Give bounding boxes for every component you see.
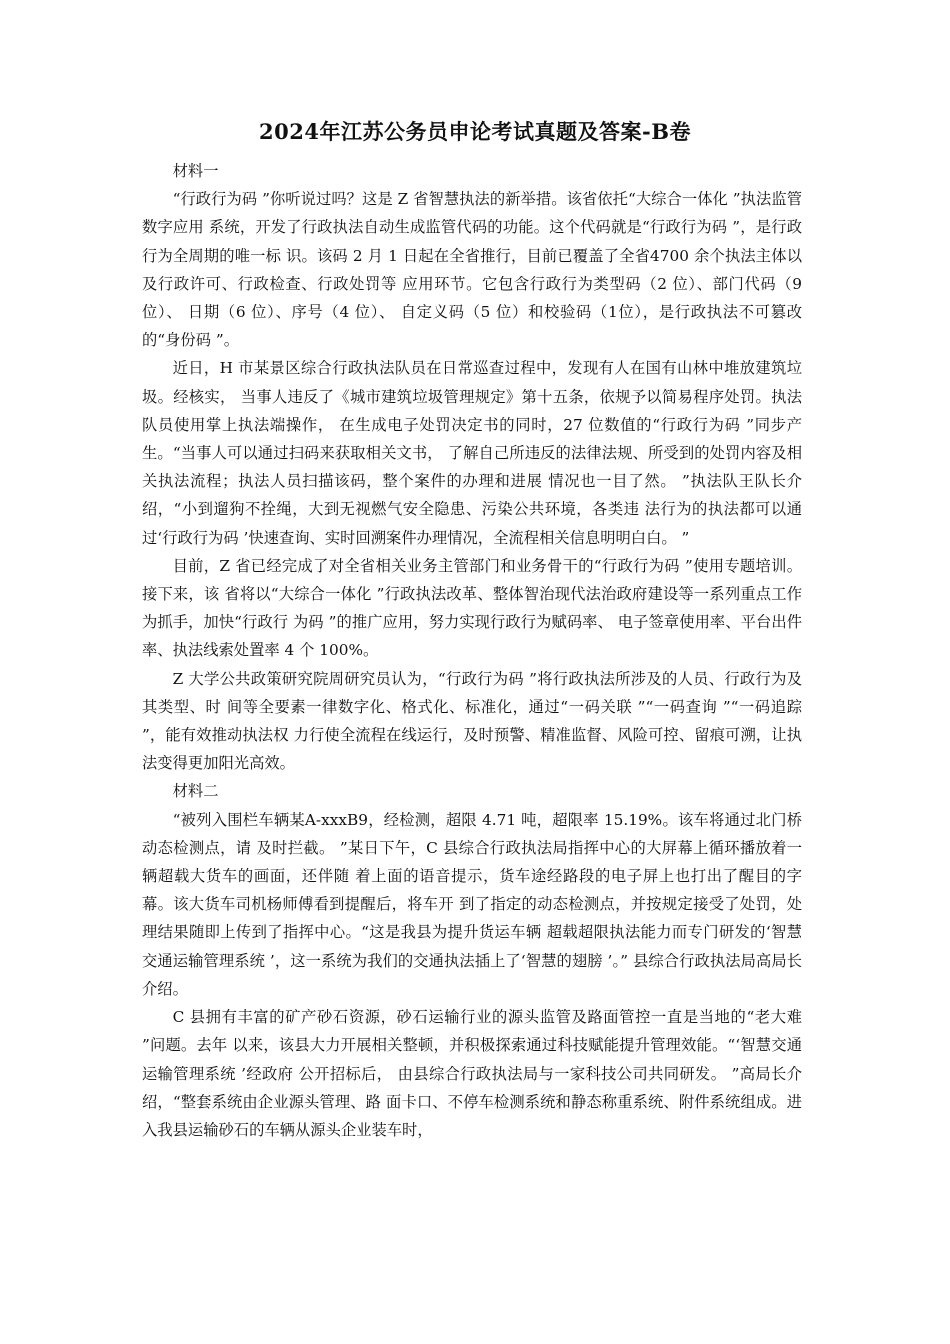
paragraph: C 县拥有丰富的矿产砂石资源，砂石运输行业的源头监管及路面管控一直是当地的“老大难 ”问题。去年 以来，该县大力开展相关整顿，并积极探索通过科技赋能提升管理效能。“‘智慧交通运输管理系统 ’经政府 公开招标后， 由县综合行政执法局与一家科技公司共同研发。 ”高局长介绍，“整套系统由企业源头管理、路 面卡口、不停车检测系统和静态称重系统、附件系统组成。进入我县运输砂石的车辆从源头企业装车时， bbox=[142, 1008, 802, 1139]
paragraph: Z 大学公共政策研究院周研究员认为，“行政行为码 ”将行政执法所涉及的人员、行政行为及其类型、时 间等全要素一律数字化、格式化、标准化，通过“一码关联 ”“一码查询 ”“一码追踪 ”，能有效推动执法权 力行使全流程在线运行，及时预警、精准监督、风险可控、留痕可溯，让执法变得更加阳光高效。 bbox=[142, 669, 802, 773]
paragraph: 目前，Z 省已经完成了对全省相关业务主管部门和业务骨干的“行政行为码 ”使用专题培训。接下来，该 省将以“大综合一体化 ”行政执法改革、整体智治现代法治政府建设等一系列重点工作为抓手，加快“行政行 为码 ”的推广应用，努力实现行政行为赋码率、 电子签章使用率、平台出件率、执法线索处置率 4 个 100%。 bbox=[142, 556, 802, 660]
paragraph: “被列入围栏车辆某A-xxxB9，经检测，超限 4.71 吨，超限率 15.19%。该车将通过北门桥动态检测点，请 及时拦截。 ”某日下午，C 县综合行政执法局指挥中心的大屏幕上循环播放着一辆超载大货车的画面，还伴随 着上面的语音提示，货车途经路段的电子屏上也打出了醒目的字幕。该大货车司机杨师傅看到提醒后，将车开 到了指定的动态检测点，并按规定接受了处罚，处理结果随即上传到了指挥中心。“这是我县为提升货运车辆 超载超限执法能力而专门研发的‘智慧交通运输管理系统 ’，这一系统为我们的交通执法插上了‘智慧的翅膀 ’。” 县综合行政执法局高局长介绍。 bbox=[142, 810, 802, 998]
section-heading: 材料二 bbox=[172, 782, 219, 801]
document-title: 2024年江苏公务员申论考试真题及答案-B卷 bbox=[259, 119, 691, 144]
section-heading: 材料一 bbox=[172, 162, 219, 180]
paragraph: 近日，H 市某景区综合行政执法队员在日常巡查过程中，发现有人在国有山林中堆放建筑垃圾。经核实， 当事人违反了《城市建筑垃圾管理规定》第十五条，依规予以简易程序处罚。执法队员使用掌上执法端操作， 在生成电子处罚决定书的同时，27 位数值的“行政行为码 ”同步产生。“当事人可以通过扫码来获取相关文书， 了解自己所违反的法律法规、所受到的处罚内容及相关执法流程；执法人员扫描该码，整个案件的办理和进展 情况也一目了然。 ”执法队王队长介绍，“小到遛狗不拴绳，大到无视燃气安全隐患、污染公共环境，各类违 法行为的执法都可以通过‘行政行为码 ’快速查询、实时回溯案件办理情况，全流程相关信息明明白白。 ” bbox=[142, 359, 802, 547]
paragraph: “行政行为码 ”你听说过吗？这是 Z 省智慧执法的新举措。该省依托“大综合一体化 ”执法监管数字应用 系统，开发了行政执法自动生成监管代码的功能。这个代码就是“行政行为码 ”，是行政行为全周期的唯一标 识。该码 2 月 1 日起在全省推行，目前已覆盖了全省4700 余个执法主体以及行政许可、行政检查、行政处罚等 应用环节。它包含行政行为类型码（2 位）、部门代码（9 位）、 日期（6 位）、序号（4 位）、 自定义码（5 位）和校验码（1位），是行政执法不可篡改的“身份码 ”。 bbox=[142, 190, 802, 350]
document-body bbox=[142, 157, 802, 1144]
